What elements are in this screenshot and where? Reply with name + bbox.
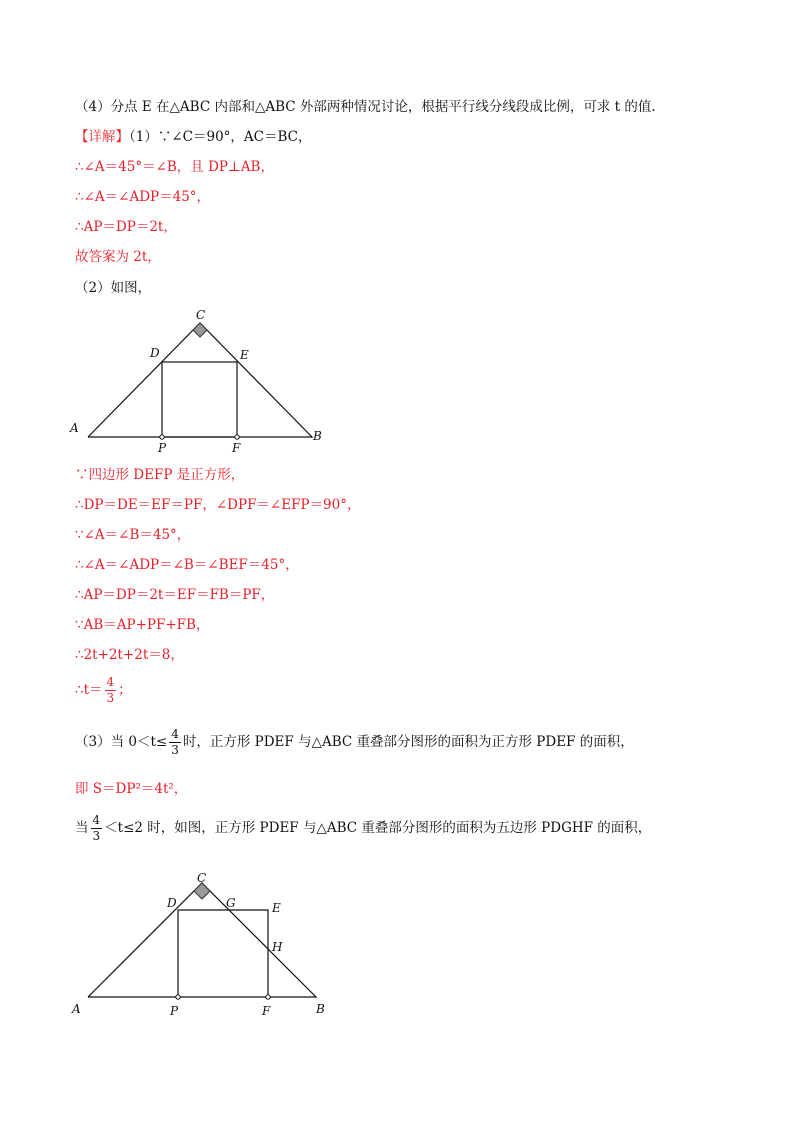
case-3-start: （3）当 0＜t≤ <box>75 734 168 750</box>
line-17-text: 即 S＝DP²＝4t²， <box>75 781 188 797</box>
line-4-text: ∴∠A＝∠ADP＝45°， <box>75 189 211 205</box>
fig1-label-e: E <box>240 348 249 362</box>
case-3b-start: 当 <box>75 820 89 836</box>
fig1-label-f: F <box>232 441 241 455</box>
fig2-label-b: B <box>316 1002 325 1016</box>
fig2-point-p <box>176 995 180 999</box>
detail-heading: 【详解】 <box>75 129 129 145</box>
fig2-square-pdef <box>178 910 268 997</box>
fig2-right-angle-mark <box>194 883 210 899</box>
case-3b-rest: ＜t≤2 时，如图，正方形 PDEF 与△ABC 重叠部分图形的面积为五边形 PDGHF 的面积， <box>104 820 652 836</box>
fig1-label-p: P <box>158 441 167 455</box>
hint-4-text: （4）分点 E 在△ABC 内部和△ABC 外部两种情况讨论，根据平行线分线段成比例，可求 t 的值. <box>75 99 656 115</box>
fig2-label-d: D <box>167 896 177 910</box>
fig2-label-h: H <box>272 940 283 954</box>
line-12-text: ∴AP＝DP＝2t＝EF＝FB＝PF， <box>75 587 275 603</box>
fig2-label-p: P <box>170 1004 179 1018</box>
fraction-denominator: 3 <box>171 743 179 757</box>
line-9-text: ∴DP＝DE＝EF＝PF，∠DPF＝∠EFP＝90°， <box>75 497 361 513</box>
fig1-label-b: B <box>313 429 322 443</box>
line-6-text: 故答案为 2t， <box>75 249 161 265</box>
line-10-text: ∵∠A＝∠B＝45°， <box>75 527 191 543</box>
fraction-denominator: 3 <box>92 829 101 843</box>
fig1-label-d: D <box>150 346 160 360</box>
fig1-label-c: C <box>196 308 206 322</box>
line-5-text: ∴AP＝DP＝2t， <box>75 219 177 235</box>
fig2-label-e: E <box>272 901 281 915</box>
fraction-numerator: 4 <box>106 675 115 689</box>
line-3-text: ∴∠A＝45°＝∠B，且 DP⊥AB， <box>75 159 274 175</box>
fig2-label-a: A <box>72 1002 81 1016</box>
line-8-text: ∵四边形 DEFP 是正方形， <box>75 467 245 483</box>
fig2-label-c: C <box>197 871 207 885</box>
fig2-label-g: G <box>226 896 236 910</box>
semicolon: ； <box>118 682 132 698</box>
case-3-rest: 时，正方形 PDEF 与△ABC 重叠部分图形的面积为正方形 PDEF 的面积， <box>182 734 634 750</box>
line-11-text: ∴∠A＝∠ADP＝∠B＝∠BEF＝45°， <box>75 557 299 573</box>
fig2-point-f <box>266 995 270 999</box>
fraction-numerator: 4 <box>92 813 101 827</box>
fig1-label-a: A <box>70 421 79 435</box>
fraction-numerator: 4 <box>171 727 179 741</box>
line-14-text: ∴2t+2t+2t＝8， <box>75 647 184 663</box>
detail-part1-text: （1）∵∠C＝90°，AC＝BC， <box>129 129 312 145</box>
line-7-text: （2）如图， <box>75 280 152 296</box>
line-13-text: ∵AB＝AP+PF+FB， <box>75 617 210 633</box>
fraction-denominator: 3 <box>106 691 115 705</box>
t-equals: ∴t＝ <box>75 682 103 698</box>
fig2-label-f: F <box>262 1004 271 1018</box>
